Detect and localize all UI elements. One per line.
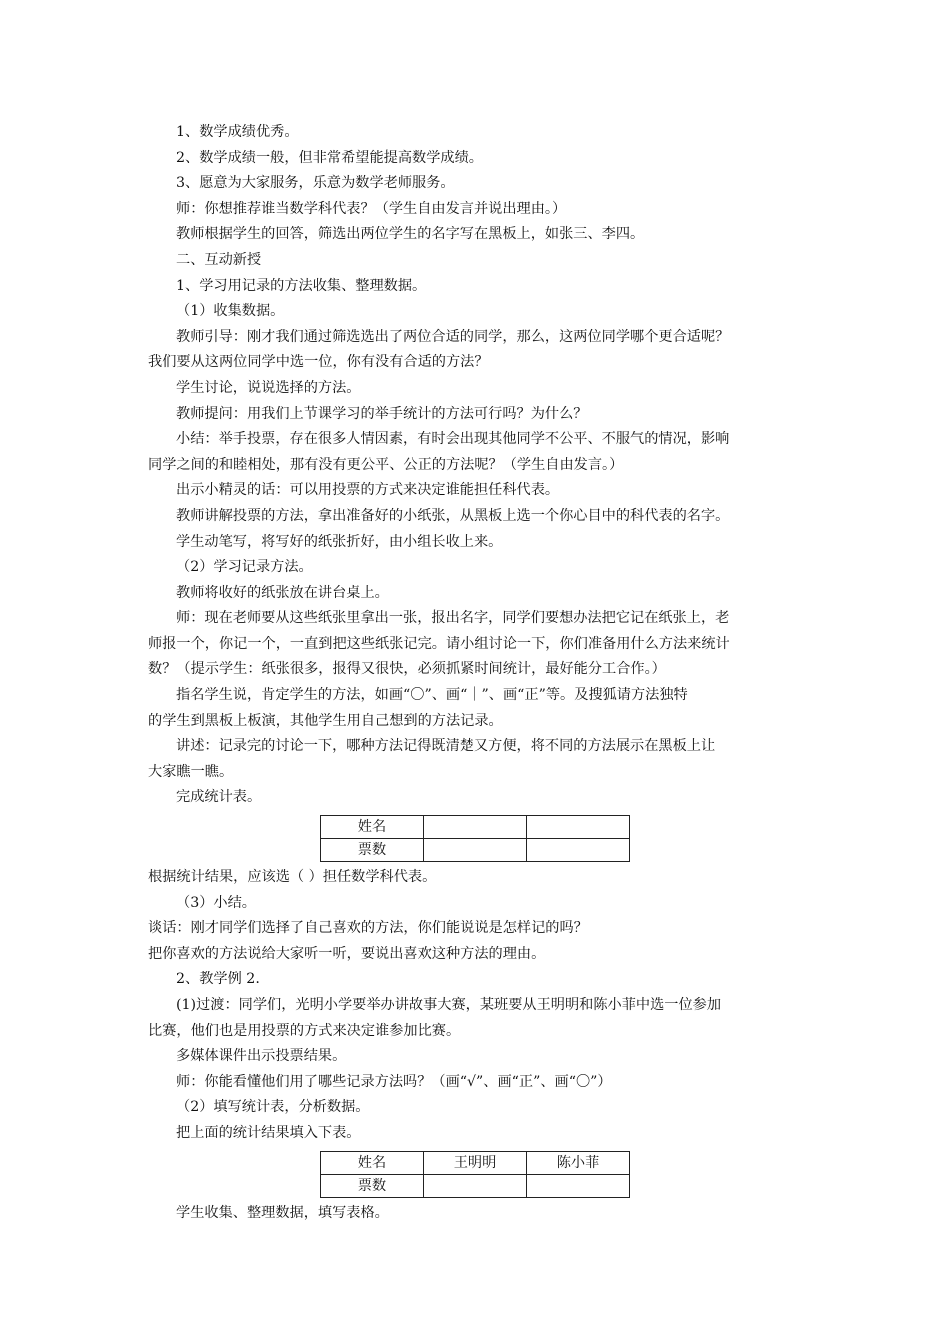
line-4: 师：你想推荐谁当数学科代表？（学生自由发言并说出理由。） [176, 200, 567, 217]
line-16: 教师讲解投票的方法，拿出准备好的小纸张，从黑板上选一个你心目中的科代表的名字。 [176, 507, 730, 524]
table-cell: 姓名 [321, 816, 424, 839]
line-19: 教师将收好的纸张放在讲台桌上。 [176, 584, 389, 601]
line-14: 同学之间的和睦相处，那有没有更公平、公正的方法呢？（学生自由发言。） [148, 456, 624, 473]
line-1: 1、数学成绩优秀。 [176, 124, 299, 140]
line-31: 把你喜欢的方法说给大家听一听，要说出喜欢这种方法的理由。 [148, 945, 546, 962]
line-8: （1）收集数据。 [176, 303, 285, 320]
stats-table-1 [320, 815, 630, 862]
line-39: 学生收集、整理数据，填写表格。 [176, 1204, 389, 1221]
table-row [321, 839, 630, 862]
line-36: 师：你能看懂他们用了哪些记录方法吗？（画“√”、画“正”、画“〇”） [176, 1073, 612, 1090]
table-cell [424, 1174, 527, 1197]
line-28: 根据统计结果，应该选（ ）担任数学科代表。 [148, 869, 437, 886]
line-3: 3、愿意为大家服务，乐意为数学老师服务。 [176, 175, 455, 192]
table-cell: 票数 [321, 1174, 424, 1197]
line-37: （2）填写统计表，分析数据。 [176, 1099, 370, 1116]
table-cell: 姓名 [321, 1151, 424, 1174]
line-35: 多媒体课件出示投票结果。 [176, 1048, 347, 1065]
line-38: 把上面的统计结果填入下表。 [176, 1124, 361, 1141]
line-12: 教师提问：用我们上节课学习的举手统计的方法可行吗？为什么？ [176, 405, 588, 422]
table-cell [527, 816, 630, 839]
line-24: 的学生到黑板上板演，其他学生用自己想到的方法记录。 [148, 712, 503, 729]
line-15: 出示小精灵的话：可以用投票的方式来决定谁能担任科代表。 [176, 482, 560, 499]
line-26: 大家瞧一瞧。 [148, 763, 234, 780]
line-32: 2、教学例 2. [176, 971, 260, 988]
line-27: 完成统计表。 [176, 789, 262, 806]
table-cell [527, 1174, 630, 1197]
section-heading: 二、互动新授 [176, 251, 262, 268]
table-cell: 王明明 [424, 1151, 527, 1174]
line-18: （2）学习记录方法。 [176, 559, 313, 576]
document-body [148, 120, 856, 1226]
table-row [321, 816, 630, 839]
line-34: 比赛，他们也是用投票的方式来决定谁参加比赛。 [148, 1022, 461, 1039]
line-33: (1)过渡：同学们，光明小学要举办讲故事大赛，某班要从王明明和陈小菲中选一位参加 [176, 997, 722, 1013]
line-30: 谈话：刚才同学们选择了自己喜欢的方法，你们能说说是怎样记的吗？ [148, 920, 588, 937]
line-2: 2、数学成绩一般，但非常希望能提高数学成绩。 [176, 149, 483, 166]
stats-table-2 [320, 1151, 630, 1198]
line-29: （3）小结。 [176, 894, 256, 911]
line-21: 师报一个，你记一个，一直到把这些纸张记完。请小组讨论一下，你们准备用什么方法来统计 [148, 635, 730, 652]
table-row [321, 1174, 630, 1197]
line-23: 指名学生说，肯定学生的方法，如画“〇”、画“｜”、画“正”等。及搜狐请方法独特 [176, 687, 688, 704]
line-25: 讲述：记录完的讨论一下，哪种方法记得既清楚又方便，将不同的方法展示在黑板上让 [176, 738, 716, 755]
table-cell [424, 816, 527, 839]
table-cell [527, 839, 630, 862]
line-5: 教师根据学生的回答，筛选出两位学生的名字写在黑板上，如张三、李四。 [176, 226, 645, 243]
line-9: 教师引导：刚才我们通过筛选选出了两位合适的同学，那么，这两位同学哪个更合适呢？ [176, 328, 730, 345]
line-20: 师：现在老师要从这些纸张里拿出一张，报出名字，同学们要想办法把它记在纸张上，老 [176, 610, 730, 627]
table-cell: 票数 [321, 839, 424, 862]
line-13: 小结：举手投票，存在很多人情因素，有时会出现其他同学不公平、不服气的情况，影响 [176, 431, 730, 448]
line-7: 1、学习用记录的方法收集、整理数据。 [176, 277, 427, 294]
table-cell: 陈小菲 [527, 1151, 630, 1174]
line-11: 学生讨论，说说选择的方法。 [176, 379, 361, 396]
line-17: 学生动笔写，将写好的纸张折好，由小组长收上来。 [176, 533, 503, 550]
line-22: 数？（提示学生：纸张很多，报得又很快，必须抓紧时间统计，最好能分工合作。） [148, 661, 666, 678]
line-10: 我们要从这两位同学中选一位，你有没有合适的方法？ [148, 354, 489, 371]
table-row [321, 1151, 630, 1174]
table-cell [424, 839, 527, 862]
